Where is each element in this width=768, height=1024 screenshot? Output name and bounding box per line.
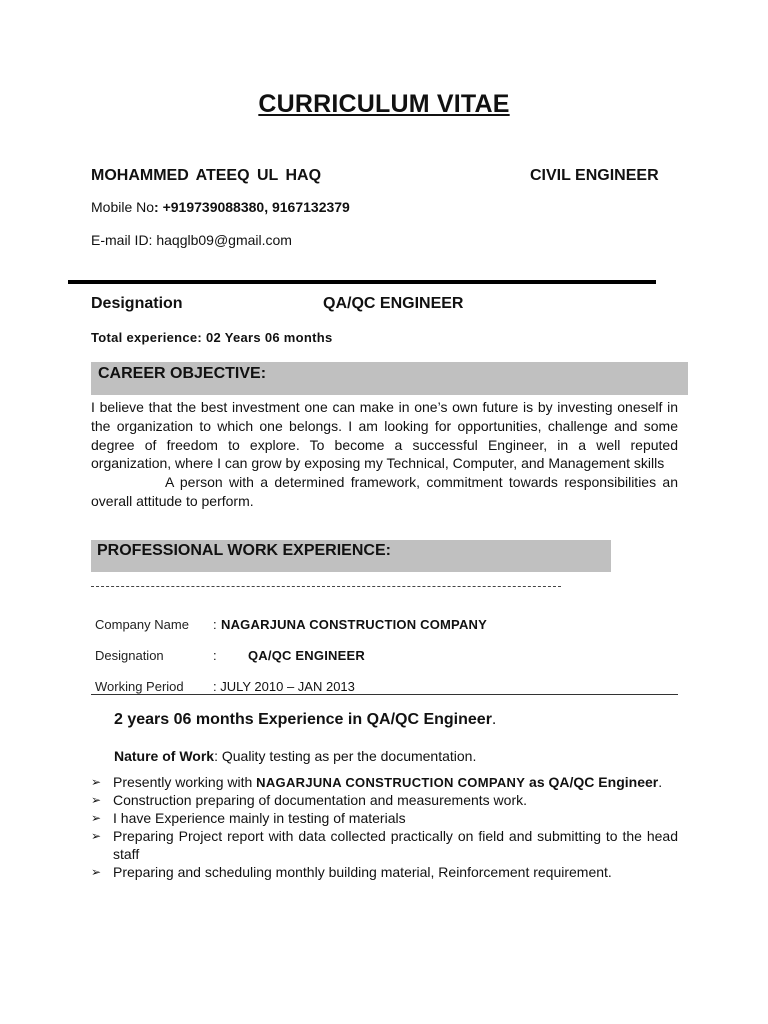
dashed-separator bbox=[91, 586, 561, 589]
career-objective-heading: CAREER OBJECTIVE: bbox=[98, 365, 267, 382]
period-label: Working Period bbox=[95, 679, 184, 694]
company-colon: : bbox=[213, 617, 217, 632]
bullet2-text: Construction preparing of documentation and measurements work. bbox=[113, 792, 527, 808]
designation-row-label: Designation bbox=[95, 648, 164, 663]
info-divider bbox=[91, 694, 678, 695]
candidate-role: CIVIL ENGINEER bbox=[530, 167, 659, 184]
company-value: NAGARJUNA CONSTRUCTION COMPANY bbox=[221, 617, 487, 632]
email-value: haqglb09@gmail.com bbox=[156, 232, 292, 248]
bullet1-as: as bbox=[525, 774, 549, 790]
career-objective-bar bbox=[91, 362, 688, 395]
mobile-value: : +919739088380, 9167132379 bbox=[154, 199, 350, 215]
mobile-label: Mobile No bbox=[91, 199, 155, 215]
bullet1-company: NAGARJUNA CONSTRUCTION COMPANY bbox=[256, 775, 526, 790]
list-item bbox=[91, 810, 678, 828]
document-title: CURRICULUM VITAE bbox=[258, 90, 510, 118]
bullet3-text: I have Experience mainly in testing of materials bbox=[113, 810, 406, 826]
arrow-bullet-icon: ➢ bbox=[91, 829, 102, 843]
designation-row-colon: : bbox=[213, 648, 217, 663]
nature-label: Nature of Work bbox=[114, 748, 215, 764]
arrow-bullet-icon: ➢ bbox=[91, 793, 102, 807]
header-divider bbox=[68, 280, 656, 284]
list-item bbox=[91, 828, 678, 863]
designation-label: Designation bbox=[91, 295, 183, 312]
experience-prefix: 2 years bbox=[114, 711, 174, 728]
period-value: : JULY 2010 – JAN 2013 bbox=[213, 679, 355, 694]
bullet1-prefix: Presently working with bbox=[113, 774, 257, 790]
company-label: Company Name bbox=[95, 617, 189, 632]
arrow-bullet-icon: ➢ bbox=[91, 864, 102, 879]
bullet4-text: Preparing Project report with data collected practically on field and submitting to the head staff bbox=[113, 828, 678, 862]
email-line bbox=[91, 232, 292, 248]
nature-of-work bbox=[114, 748, 476, 764]
list-item bbox=[91, 774, 678, 792]
experience-summary bbox=[114, 711, 496, 729]
list-item bbox=[91, 792, 678, 810]
total-experience: Total experience: 02 Years 06 months bbox=[91, 330, 333, 345]
bullet1-suffix: . bbox=[658, 774, 663, 790]
career-objective-para2: A person with a determined framework, commitment towards responsibilities an overall attitude to perform. bbox=[91, 474, 678, 509]
nature-text: : Quality testing as per the documentation. bbox=[214, 748, 477, 764]
experience-suffix: . bbox=[491, 711, 497, 728]
designation-value: QA/QC ENGINEER bbox=[323, 295, 464, 312]
designation-row-value: QA/QC ENGINEER bbox=[248, 648, 365, 663]
bullet1-role: QA/QC Engineer bbox=[548, 774, 659, 790]
work-experience-bar bbox=[91, 540, 611, 572]
mobile-line bbox=[91, 199, 350, 215]
duties-list bbox=[91, 774, 678, 882]
career-objective-para1: I believe that the best investment one can make in one’s own future is by investing oneself in the organization to which one belongs. I am looking for opportunities, challenge and some degree of freedom to explore. To become a successful Engineer, in a well reputed organization, where I can grow by exposing my Technical, Computer, and Management skills bbox=[91, 399, 678, 472]
bullet5-text: Preparing and scheduling monthly building material, Reinforcement requirement. bbox=[113, 863, 612, 880]
work-experience-heading: PROFESSIONAL WORK EXPERIENCE: bbox=[97, 542, 391, 559]
candidate-name: MOHAMMED ATEEQ UL HAQ bbox=[91, 167, 322, 184]
arrow-bullet-icon: ➢ bbox=[91, 811, 102, 825]
email-label: E-mail ID: bbox=[91, 232, 157, 248]
career-objective-text bbox=[91, 398, 678, 511]
list-item bbox=[91, 864, 678, 882]
experience-bold: 06 months Experience in QA/QC Engineer bbox=[173, 711, 492, 728]
arrow-bullet-icon: ➢ bbox=[91, 775, 102, 789]
